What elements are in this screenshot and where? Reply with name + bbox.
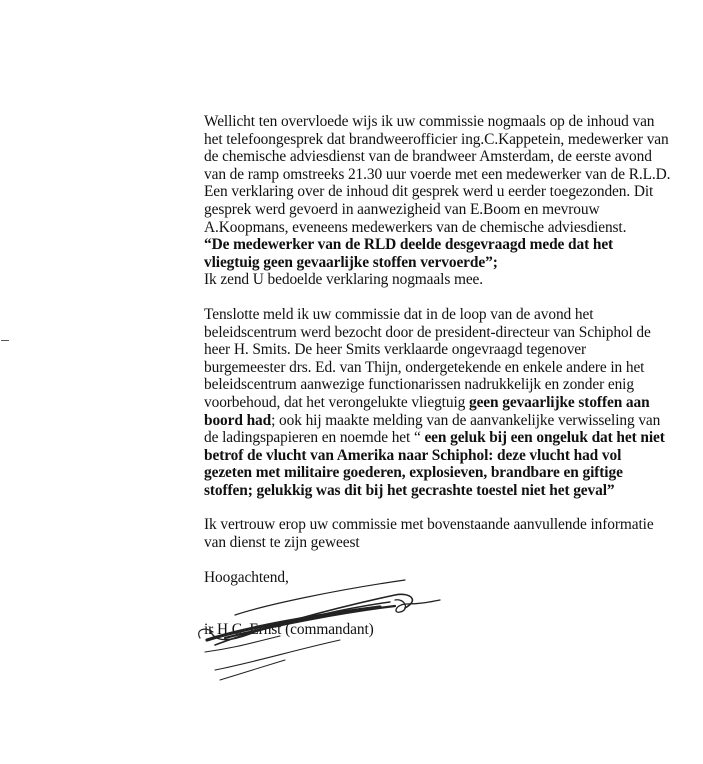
signatory: ir H.C. Ernst (commandant) [204, 621, 374, 639]
paragraph2-bold: een geluk bij een ongeluk dat het niet [424, 429, 665, 447]
paragraph1-line: A.Koopmans, eveneens medewerkers van de chemische adviesdienst. [204, 218, 627, 236]
paragraph2-line: beleidscentrum aanwezige functionarissen nadrukkelijk en zonder enig [204, 376, 634, 394]
paragraph2-text: de ladingspapieren en noemde het “ [204, 429, 425, 447]
paragraph1-line: de chemische adviesdienst van de brandweer Amsterdam, de eerste avond [204, 148, 652, 166]
letter-body [204, 113, 684, 639]
paragraph2-line: Tenslotte meld ik uw commissie dat in de loop van de avond het [204, 305, 594, 323]
paragraph2-line: beleidscentrum werd bezocht door de president-directeur van Schiphol de [204, 323, 651, 341]
closing: Hoogachtend, [204, 568, 289, 586]
paragraph1-line: Wellicht ten overvloede wijs ik uw commissie nogmaals op de inhoud van [204, 113, 655, 130]
paragraph1-line: gesprek werd gevoerd in aanwezigheid van E.Boom en mevrouw [204, 200, 600, 218]
paragraph2-line: heer H. Smits. De heer Smits verklaarde ongevraagd tegenover [204, 341, 587, 359]
paragraph2-line [204, 394, 684, 412]
paragraph1-line: het telefoongesprek dat brandweerofficier ing.C.Kappetein, medewerker van [204, 130, 669, 148]
paragraph1-line: van de ramp omstreeks 21.30 uur voerde met een medewerker van de R.L.D. [204, 165, 671, 183]
paragraph3-line: Ik vertrouw erop uw commissie met bovenstaande aanvullende informatie [204, 516, 654, 534]
paragraph2-text: voorbehoud, dat het verongelukte vliegtuig [204, 393, 469, 411]
paragraph2-line: burgemeester drs. Ed. van Thijn, ondergetekende en enkele andere in het [204, 358, 645, 376]
paragraph2-bold: boord had [204, 411, 272, 429]
paragraph1-line: Een verklaring over de inhoud dit gesprek werd u eerder toegezonden. Dit [204, 183, 654, 201]
paragraph2-line [204, 429, 684, 447]
quote1-line: “De medewerker van de RLD deelde desgevraagd mede dat het [204, 236, 614, 254]
quote1-line: vliegtuig geen gevaarlijke stoffen vervoerde”; [204, 253, 498, 271]
margin-mark [1, 340, 9, 341]
handwritten-signature [195, 570, 445, 690]
paragraph2-bold: geen gevaarlijke stoffen aan [468, 393, 650, 411]
paragraph2-line: betrof de vlucht van Amerika naar Schiphol: deze vlucht had vol [204, 446, 622, 464]
paragraph3-line: van dienst te zijn geweest [204, 534, 360, 552]
paragraph2-line: stoffen; gelukkig was dit bij het gecrashte toestel niet het geval” [204, 481, 615, 499]
paragraph2-line [204, 412, 684, 430]
paragraph2-text: ; ook hij maakte melding van de aanvankelijke verwisseling van [271, 411, 661, 429]
paragraph1-end: Ik zend U bedoelde verklaring nogmaals mee. [204, 271, 484, 289]
paragraph2-line: gezeten met militaire goederen, explosieven, brandbare en giftige [204, 464, 623, 482]
